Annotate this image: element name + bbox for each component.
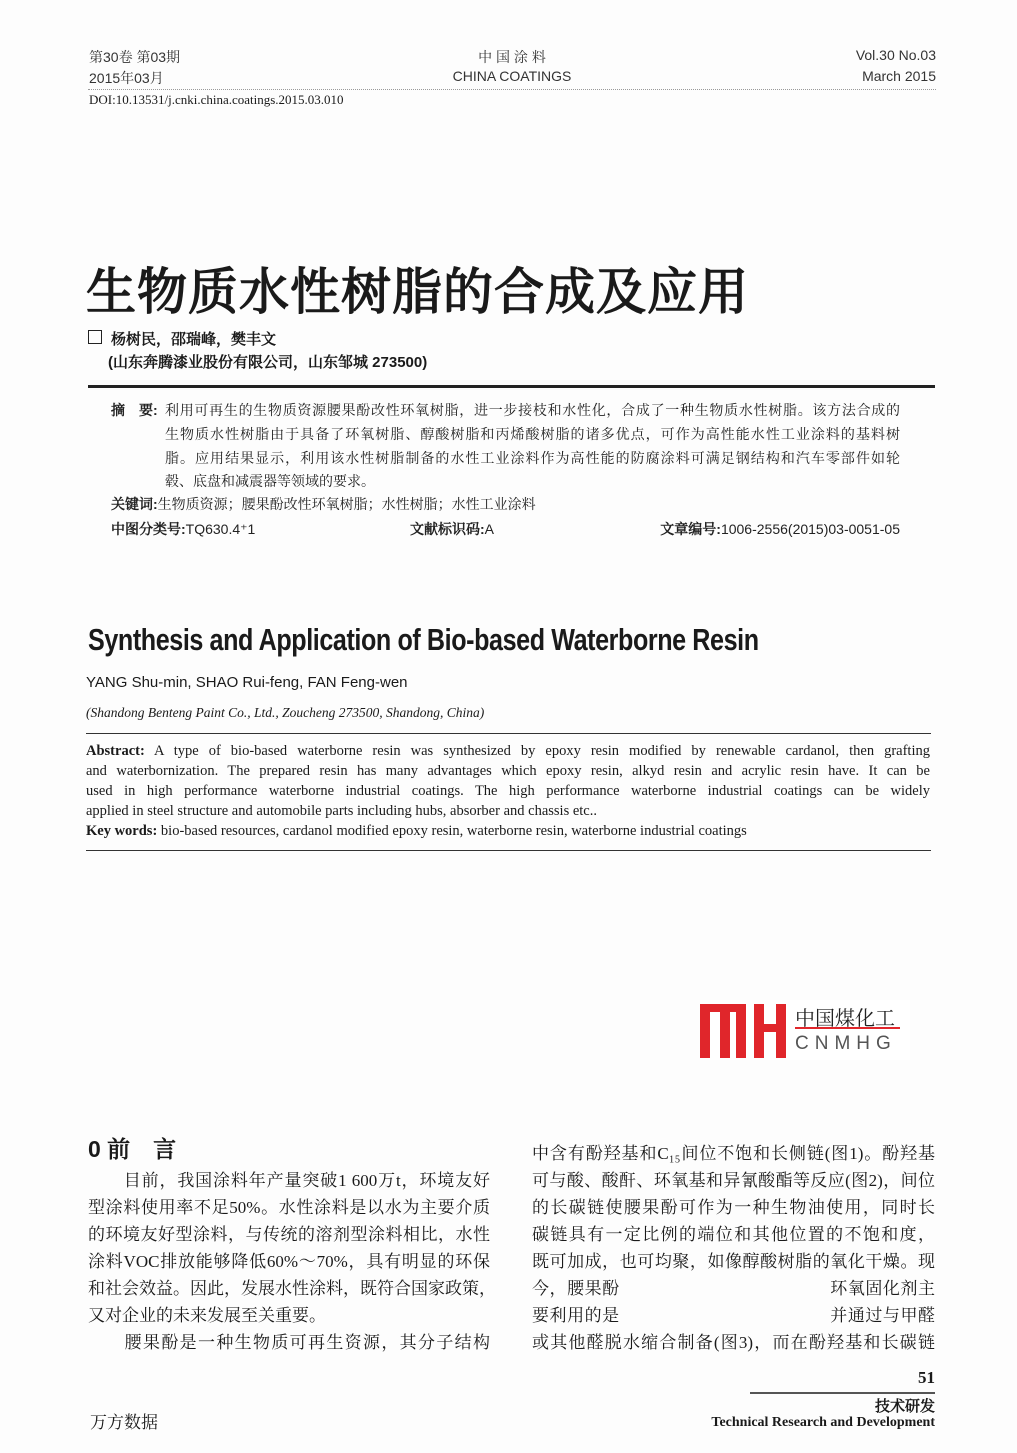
article-number-label: 文章编号: [660,521,721,537]
clc-label: 中图分类号: [111,521,186,537]
affiliation-en: (Shandong Benteng Paint Co., Ltd., Zoucheng 273500, Shandong, China) [86,705,485,720]
date-cn: 2015年03月 [89,70,164,86]
keywords-en: bio-based resources, cardanol modified epoxy resin, waterborne resin, waterborne industrial coatings [157,823,747,839]
watermark-rule [795,1027,900,1029]
watermark-en: CNMHG [795,1033,897,1054]
journal-cn: 中 国 涂 料 [478,49,546,65]
body-line: 碳链具有一定比例的端位和其他位置的不饱和度， [532,1225,935,1244]
watermark-cn: 中国煤化工 [795,1008,895,1030]
keywords-cn: 生物质资源；腰果酚改性环氧树脂；水性树脂；水性工业涂料 [157,496,536,512]
footer-divider [750,1392,935,1394]
keywords-cn-label: 关键词: [111,496,158,512]
body-line: 或其他醛脱水缩合制备(图3)，而在酚羟基和长碳链 [532,1333,935,1352]
abstract-en-line: used in high performance waterborne industrial coatings. The high performance waterborne industrial coatings can be widely [86,783,930,799]
doi: DOI:10.13531/j.cnki.china.coatings.2015.03.010 [89,92,344,107]
abstract-cn-line: 生物质水性树脂由于具备了环氧树脂、醇酸树脂和丙烯酸树脂的诸多优点，可作为高性能水性工业涂料的基料树 [165,426,900,442]
body-line: 可与酸、酸酐、环氧基和异氰酸酯等反应(图2)，间位 [532,1171,935,1190]
body-line: 目前，我国涂料年产量突破1 600万t，环境友好 [88,1171,490,1190]
abstract-cn-line: 利用可再生的生物质资源腰果酚改性环氧树脂，进一步接枝和水性化，合成了一种生物质水性树脂。该方法合成的 [165,402,900,418]
header-divider [88,89,936,90]
body-line: 要利用的是 并通过与甲醛 [532,1306,935,1325]
section-heading: 0 前 言 [88,1136,177,1162]
authors-cn: 杨树民，邵瑞峰，樊丰文 [111,331,277,348]
body-line: 涂料VOC排放能够降低60%～70%，具有明显的环保 [88,1252,490,1271]
doc-code: A [484,521,495,537]
title-en: Synthesis and Application of Bio-based Waterborne Resin [88,622,759,657]
section-label-en: Technical Research and Development [711,1415,935,1430]
abstract-en-label: Abstract: [86,743,145,759]
watermark-logo [700,1000,910,1060]
clc-number: TQ630.4⁺1 [185,521,256,537]
title-divider [88,385,935,388]
cnmhg-logo-icon [700,1000,790,1060]
body-line: 腰果酚是一种生物质可再生资源，其分子结构 [88,1333,490,1352]
abstract-en-line: A type of bio-based waterborne resin was synthesized by epoxy resin modified by renewable cardanol, then grafting [144,743,930,759]
keywords-en-label: Key words: [86,823,158,839]
source-label: 万方数据 [90,1413,158,1432]
body-line: 型涂料使用率不足50%。水性涂料是以水为主要介质 [88,1198,490,1217]
body-line: 又对企业的未来发展至关重要。 [88,1306,326,1325]
journal-en: CHINA COATINGS [452,68,572,84]
body-line: 的长碳链使腰果酚可作为一种生物油使用，同时长 [532,1198,935,1217]
abstract-en-line: and waterbornization. The prepared resin has many advantages which epoxy resin, alkyd resin and acrylic resin have. It can be [86,763,930,779]
body-line: 的环境友好型涂料，与传统的溶剂型涂料相比，水性 [88,1225,490,1244]
article-number: 1006-2556(2015)03-0051-05 [720,521,900,537]
authors-en: YANG Shu-min, SHAO Rui-feng, FAN Feng-wen [86,674,408,691]
body-line: 既可加成，也可均聚，如像醇酸树脂的氧化干燥。现 [532,1252,935,1271]
affiliation-cn: (山东奔腾漆业股份有限公司，山东邹城 273500) [108,354,428,371]
body-line: 中含有酚羟基和C₁₅间位不饱和长侧链(图1)。酚羟基 [532,1144,935,1163]
page-number: 51 [918,1368,935,1387]
abstract-bottom-divider [86,850,931,851]
body-line: 和社会效益。因此，发展水性涂料，既符合国家政策， [88,1279,496,1298]
volume-en: Vol.30 No.03 [855,47,936,63]
date-en: March 2015 [862,68,936,84]
abstract-cn-line: 脂。应用结果显示，利用该水性树脂制备的水性工业涂料作为高性能的防腐涂料可满足钢结构和汽车零部件如轮 [165,450,900,466]
square-bullet-icon [88,330,102,344]
title-cn: 生物质水性树脂的合成及应用 [86,264,749,320]
doc-code-label: 文献标识码: [410,521,485,537]
abstract-cn-line: 毂、底盘和减震器等领域的要求。 [165,473,375,489]
volume-cn: 第30卷 第03期 [89,49,181,65]
abstract-cn-label: 摘 要: [111,402,158,418]
section-label-cn: 技术研发 [874,1399,935,1415]
abstract-en-line: applied in steel structure and automobile parts including hubs, absorber and chassis etc.. [86,803,597,819]
abstract-top-divider [86,733,931,734]
body-line: 今，腰果酚 环氧固化剂主 [532,1279,935,1298]
